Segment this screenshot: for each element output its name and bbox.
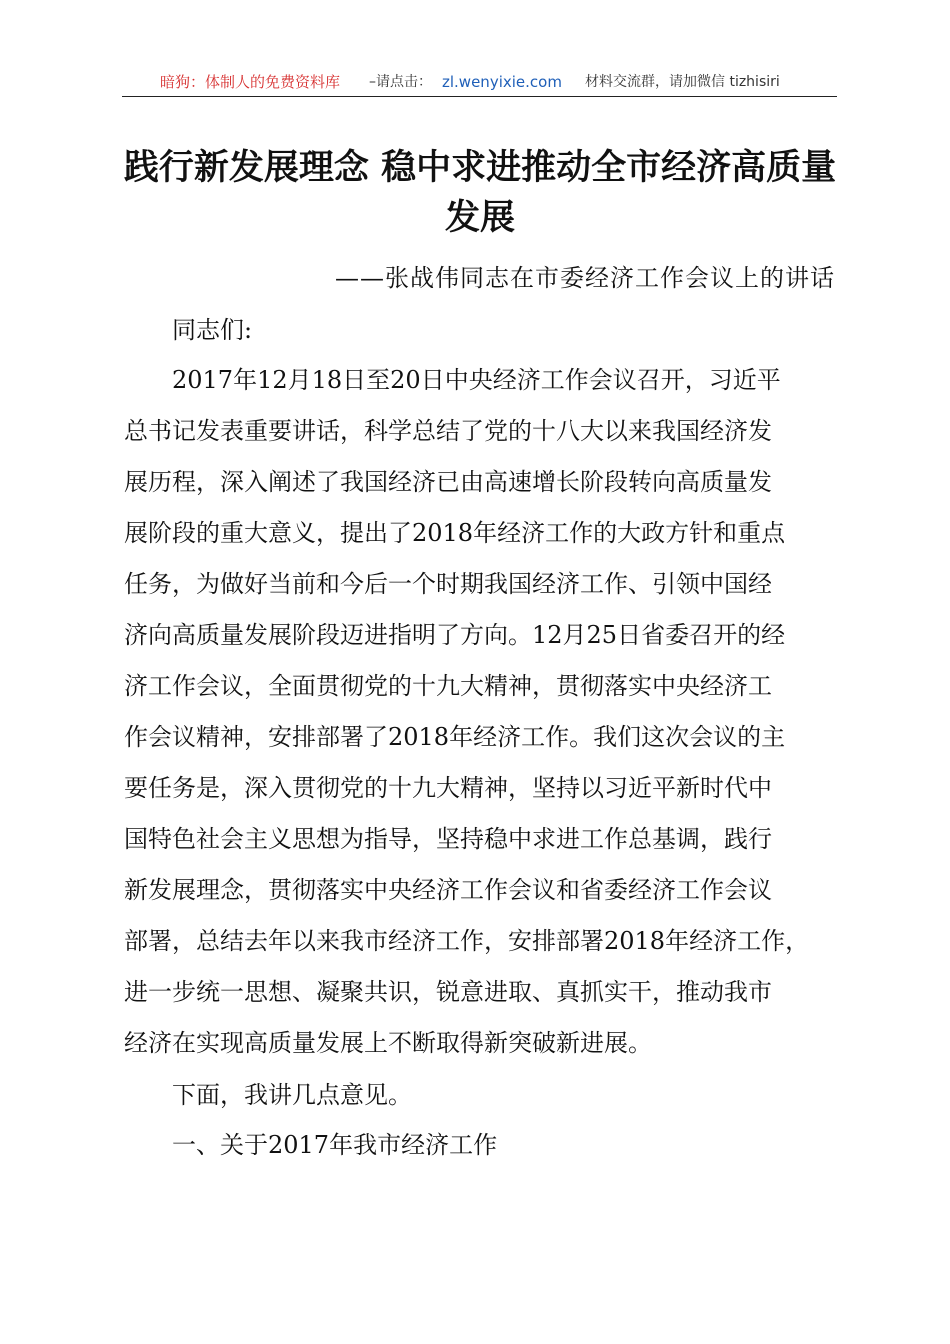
paragraph-1-line: 总书记发表重要讲话，科学总结了党的十八大以来我国经济发	[124, 417, 772, 445]
paragraph-1-line: 展阶段的重大意义，提出了2018年经济工作的大政方针和重点	[124, 519, 786, 547]
paragraph-1-line: 经济在实现高质量发展上不断取得新突破新进展。	[124, 1029, 652, 1057]
header-click-label: –请点击：	[369, 74, 432, 90]
title-line-2: 发展	[444, 197, 515, 238]
paragraph-1-line: 国特色社会主义思想为指导，坚持稳中求进工作总基调，践行	[124, 825, 772, 853]
header-url-link[interactable]: zl.wenyixie.com	[442, 73, 562, 91]
section-heading-text: 一、关于2017年我市经济工作	[172, 1131, 498, 1159]
document-title	[122, 143, 838, 243]
paragraph-1-line: 要任务是，深入贯彻党的十九大精神，坚持以习近平新时代中	[124, 774, 772, 802]
paragraph-1-line: 进一步统一思想、凝聚共识，锐意进取、真抓实干，推动我市	[124, 978, 772, 1006]
section-heading-1	[172, 1120, 884, 1171]
paragraph-1-line: 部署，总结去年以来我市经济工作，安排部署2018年经济工作，	[124, 927, 810, 955]
header-promo-text: 暗狗：体制人的免费资料库	[160, 73, 341, 91]
paragraph-1-line: 2017年12月18日至20日中央经济工作会议召开，习近平	[172, 366, 781, 394]
body-paragraph-1	[124, 355, 836, 1069]
title-line-1: 践行新发展理念 稳中求进推动全市经济高质量	[123, 147, 837, 188]
paragraph-1-line: 展历程，深入阐述了我国经济已由高速增长阶段转向高质量发	[124, 468, 772, 496]
salutation	[172, 305, 884, 356]
document-subtitle: ——张战伟同志在市委经济工作会议上的讲话	[335, 264, 835, 292]
salutation-text: 同志们:	[172, 316, 253, 344]
paragraph-1-line: 济工作会议，全面贯彻党的十九大精神，贯彻落实中央经济工	[124, 672, 772, 700]
header-group-note: 材料交流群，请加微信 tizhisiri	[585, 74, 780, 90]
paragraph-1-line: 任务，为做好当前和今后一个时期我国经济工作、引领中国经	[124, 570, 772, 598]
paragraph-1-line: 济向高质量发展阶段迈进指明了方向。12月25日省委召开的经	[124, 621, 786, 649]
paragraph-1-line: 作会议精神，安排部署了2018年经济工作。我们这次会议的主	[124, 723, 786, 751]
paragraph-2-text: 下面，我讲几点意见。	[172, 1081, 412, 1109]
body-paragraph-2	[172, 1070, 884, 1121]
page-header-banner	[122, 70, 837, 97]
paragraph-1-line: 新发展理念，贯彻落实中央经济工作会议和省委经济工作会议	[124, 876, 772, 904]
